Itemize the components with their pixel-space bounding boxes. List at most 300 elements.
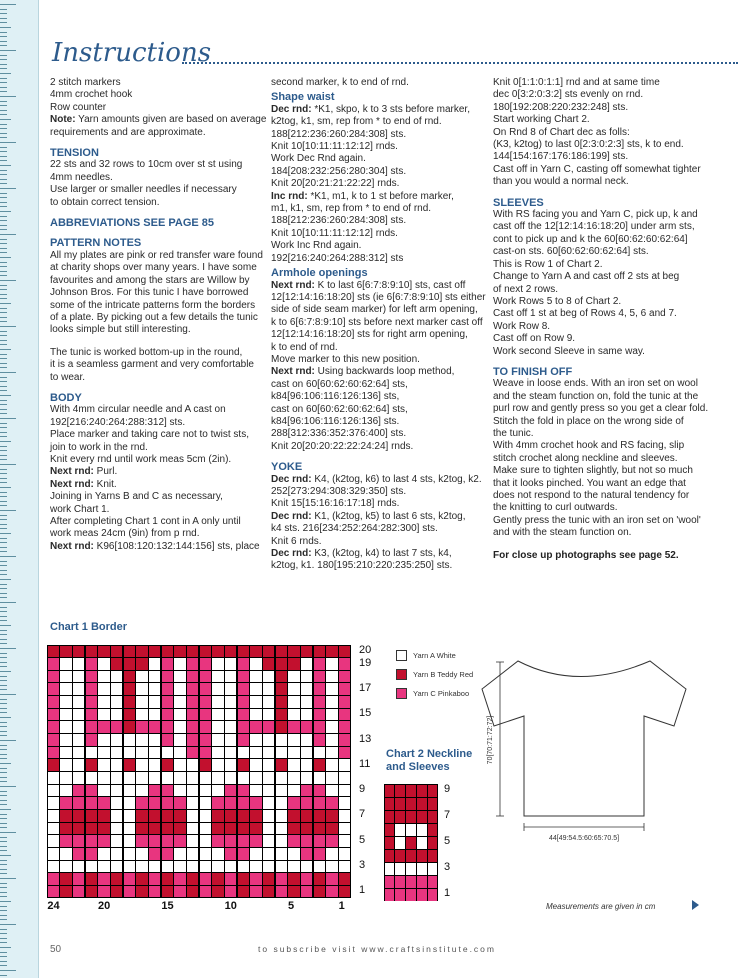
chart1-cell [98, 696, 110, 708]
chart1-cell [326, 709, 338, 721]
ruler-tick [0, 78, 7, 79]
chart1-cell [111, 646, 123, 658]
chart1-cell [212, 810, 224, 822]
chart1-cell [174, 709, 186, 721]
text-line: k to end of rnd. [271, 341, 338, 353]
chart1-cell [314, 823, 326, 835]
chart1-cell [174, 721, 186, 733]
chart1-cell [98, 747, 110, 759]
chart2-cell [395, 837, 405, 849]
text-line: 144[154:167:176:186:199] sts. [493, 151, 629, 163]
ruler-tick [0, 303, 11, 304]
chart1-cell [326, 658, 338, 670]
text-line: On Rnd 8 of Chart dec as folls: [493, 126, 630, 138]
ruler-tick [0, 165, 11, 166]
chart1-cell [187, 747, 199, 759]
ruler-tick [0, 961, 7, 962]
chart2-cell [395, 863, 405, 875]
chart1-cell [98, 886, 110, 898]
chart1-cell [136, 873, 148, 885]
chart1-cell [73, 709, 85, 721]
chart1-cell [212, 772, 224, 784]
ruler-tick [0, 101, 7, 102]
chart1-cell [250, 658, 262, 670]
ruler-tick [0, 685, 7, 686]
chart1-cell [225, 683, 237, 695]
chart1-cell [276, 671, 288, 683]
chart1-cell [276, 835, 288, 847]
chart2-title-line2: and Sleeves [386, 761, 450, 773]
chart2-cell [417, 785, 427, 797]
ruler-tick [0, 280, 16, 281]
ruler-tick [0, 565, 7, 566]
chart1-cell [73, 861, 85, 873]
ruler-tick [0, 216, 7, 217]
chart1-cell [263, 873, 275, 885]
text-line: 192[216:240:264:288:312] sts. [50, 416, 186, 428]
ruler-tick [0, 482, 7, 483]
chart1-cell [288, 646, 300, 658]
instruction-line [271, 548, 486, 560]
chart2-cell [406, 863, 416, 875]
ruler-tick [0, 27, 11, 28]
chart1-row-label: 5 [359, 833, 366, 846]
chart2-cell [406, 811, 416, 823]
text-line: join to work in the rnd. [50, 441, 148, 453]
chart1-cell [73, 785, 85, 797]
chart1-cell [326, 683, 338, 695]
chart1-cell [276, 709, 288, 721]
text-line: Gently press the tunic with an iron set on 'wool' [493, 514, 701, 526]
chart1-cell [124, 810, 136, 822]
chart1-cell [339, 658, 351, 670]
chart1-cell [162, 734, 174, 746]
chart1-cell [174, 823, 186, 835]
section-heading: BODY [50, 391, 82, 404]
chart1-cell [73, 886, 85, 898]
chart1-cell [98, 785, 110, 797]
chart2-cell [406, 824, 416, 836]
chart1-cell [212, 734, 224, 746]
ruler-tick [0, 873, 7, 874]
chart1-cell [124, 658, 136, 670]
chart1-cell [326, 823, 338, 835]
instruction-text: Using backwards loop method, [314, 366, 455, 378]
chart1-cell [48, 658, 60, 670]
chart1-cell [149, 696, 161, 708]
ruler-tick [0, 340, 7, 341]
instruction-text: Knit. [93, 478, 117, 490]
ruler-tick [0, 45, 7, 46]
chart1-cell [314, 646, 326, 658]
chart1-cell [314, 785, 326, 797]
instruction-text: Yarn amounts given are based on average [75, 114, 267, 126]
chart1-cell [250, 671, 262, 683]
chart1-cell [263, 696, 275, 708]
text-line: side of side seam marker) for left arm opening, [271, 304, 478, 316]
ruler-tick [0, 837, 7, 838]
ruler-tick [0, 975, 7, 976]
chart1-cell [263, 861, 275, 873]
chart1-cell [73, 797, 85, 809]
chart1-cell [288, 785, 300, 797]
chart1-cell [238, 835, 250, 847]
chart1-cell [174, 835, 186, 847]
chart1-cell [314, 873, 326, 885]
chart1-cell [288, 734, 300, 746]
ruler-tick [0, 446, 7, 447]
chart1-cell [149, 658, 161, 670]
chart1-cell [276, 696, 288, 708]
chart1-cell [149, 709, 161, 721]
tunic-schematic [478, 640, 688, 900]
ruler-tick [0, 400, 7, 401]
chart1-cell [238, 683, 250, 695]
chart1-cell [124, 861, 136, 873]
ruler-tick [0, 317, 7, 318]
ruler-tick [0, 584, 7, 585]
chart1-cell [314, 759, 326, 771]
text-line: 4mm needles. [50, 171, 113, 183]
chart1-cell [301, 823, 313, 835]
chart1-row-label: 15 [359, 707, 372, 720]
chart1-cell [314, 747, 326, 759]
chart1-cell [86, 810, 98, 822]
ruler-tick [0, 321, 7, 322]
chart1-cell [225, 734, 237, 746]
text-line: k2tog, k1. 180[195:210:220:235:250] sts. [271, 560, 453, 572]
chart1-cell [250, 886, 262, 898]
chart1-cell [212, 646, 224, 658]
ruler-tick [0, 804, 7, 805]
chart1-cell [86, 785, 98, 797]
ruler-tick [0, 666, 7, 667]
chart1-cell [250, 848, 262, 860]
ruler-tick [0, 832, 16, 833]
ruler-tick [0, 639, 7, 640]
ruler-tick [0, 643, 7, 644]
chart1-cell [288, 683, 300, 695]
chart1-cell [339, 835, 351, 847]
chart1-cell [162, 683, 174, 695]
chart1-cell [225, 835, 237, 847]
chart1-cell [124, 772, 136, 784]
chart1-cell [212, 696, 224, 708]
chart1-cell [339, 683, 351, 695]
ruler-tick [0, 671, 11, 672]
chart1-cell [124, 734, 136, 746]
chart1-cell [124, 721, 136, 733]
chart1-cell [98, 823, 110, 835]
chart1-cell [212, 683, 224, 695]
section-heading: PATTERN NOTES [50, 237, 142, 250]
text-line: cast on 60[60:62:60:62:64] sts, [271, 403, 408, 415]
chart1-cell [162, 721, 174, 733]
chart1-cell [250, 696, 262, 708]
text-line: Knit 10[10:11:11:12:12] rnds. [271, 227, 398, 239]
text-line: Knit 15[15:16:16:17:18] rnds. [271, 498, 400, 510]
chart1-cell [314, 835, 326, 847]
chart1-cell [48, 683, 60, 695]
ruler-tick [0, 308, 7, 309]
ruler-tick [0, 68, 7, 69]
chart1-cell [263, 671, 275, 683]
ruler-tick [0, 970, 16, 971]
ruler-tick [0, 331, 7, 332]
chart1-cell [111, 709, 123, 721]
chart1-cell [276, 810, 288, 822]
chart1-cell [250, 721, 262, 733]
chart2-cell [417, 811, 427, 823]
instruction-text: K to last 6[6:7:8:9:10] sts, cast off [314, 279, 466, 291]
ruler-tick [0, 110, 7, 111]
ruler-tick [0, 528, 7, 529]
section-heading: TENSION [50, 147, 99, 160]
instruction-keyword: Note: [50, 114, 76, 126]
ruler-tick [0, 878, 16, 879]
chart1-cell [124, 848, 136, 860]
chart1-cell [174, 658, 186, 670]
chart2-cell [428, 850, 438, 862]
chart1-cell [187, 658, 199, 670]
ruler-tick [0, 597, 7, 598]
chart1-cell [301, 696, 313, 708]
ruler-tick [0, 795, 7, 796]
ruler-tick [0, 542, 7, 543]
chart1-col-label: 5 [288, 900, 295, 912]
ruler-tick [0, 758, 7, 759]
text-line: favourites and among the stars are Willow by [50, 274, 250, 286]
chart1-cell [111, 671, 123, 683]
chart1-cell [200, 683, 212, 695]
ruler-tick [0, 266, 7, 267]
chart1-cell [250, 772, 262, 784]
chart1-col-label: 1 [338, 900, 345, 912]
chart1-cell [276, 747, 288, 759]
chart1-cell [48, 759, 60, 771]
ruler-tick [0, 864, 7, 865]
chart2-cell [428, 798, 438, 810]
text-line: 12[12:14:16:18:20] sts for right arm opening, [271, 329, 468, 341]
chart1-cell [136, 683, 148, 695]
chart1-cell [98, 709, 110, 721]
chart1-cell [326, 861, 338, 873]
text-line: Use larger or smaller needles if necessary [50, 184, 237, 196]
chart1-cell [48, 772, 60, 784]
chart1-cell [301, 683, 313, 695]
chart1-cell [200, 696, 212, 708]
chart1-cell [162, 848, 174, 860]
chart1-cell [48, 873, 60, 885]
chart2-cell [417, 876, 427, 888]
text-line: and the steam function on, fold the tunic at the [493, 390, 699, 402]
instruction-line [271, 104, 486, 116]
chart1-cell [238, 709, 250, 721]
column-2 [271, 77, 486, 573]
ruler-tick [0, 505, 7, 506]
chart1-cell [238, 646, 250, 658]
section-heading: TO FINISH OFF [493, 365, 573, 378]
ruler-tick [0, 41, 7, 42]
instruction-line [50, 114, 266, 126]
text-line: 12[12:14:16:18:20] sts (ie 6[6:7:8:9:10] sts either [271, 291, 486, 303]
chart1-cell [276, 861, 288, 873]
chart1-cell [60, 772, 72, 784]
chart1-cell [149, 797, 161, 809]
next-page-arrow-icon[interactable] [692, 900, 699, 910]
ruler-tick [0, 188, 16, 189]
chart1-cell [238, 721, 250, 733]
ruler-tick [0, 763, 11, 764]
section-heading: SLEEVES [493, 196, 544, 209]
ruler-tick [0, 147, 7, 148]
text-line: 180[192:208:220:232:248] sts. [493, 101, 629, 113]
chart1-cell [136, 848, 148, 860]
chart1-title: Chart 1 Border [50, 621, 128, 633]
text-line: This is Row 1 of Chart 2. [493, 258, 603, 270]
ruler-tick [0, 648, 16, 649]
chart1-cell [48, 734, 60, 746]
chart1-cell [288, 848, 300, 860]
chart1-cell [250, 823, 262, 835]
chart1-cell [60, 696, 72, 708]
chart1-cell [225, 861, 237, 873]
ruler-tick [0, 680, 7, 681]
chart1-cell [276, 658, 288, 670]
chart1-cell [174, 759, 186, 771]
chart1-cell [301, 759, 313, 771]
ruler-tick [0, 179, 7, 180]
chart2-cell [385, 876, 395, 888]
chart1-cell [238, 759, 250, 771]
ruler-tick [0, 372, 16, 373]
chart1-cell [174, 797, 186, 809]
instruction-keyword: Inc rnd: [271, 190, 308, 202]
text-line: Cast off 1 st at beg of Rows 4, 5, 6 and 7. [493, 308, 677, 320]
chart1-row-label: 13 [359, 732, 372, 745]
chart1-cell [86, 861, 98, 873]
text-line: dec 0[3:2:0:3:2] sts evenly on rnd. [493, 89, 644, 101]
chart1-cell [238, 797, 250, 809]
chart1-cell [238, 873, 250, 885]
text-line: of next 2 rows. [493, 283, 559, 295]
ruler-tick [0, 202, 7, 203]
ruler-tick [0, 869, 7, 870]
ruler-tick [0, 735, 7, 736]
ruler-tick [0, 676, 7, 677]
chart1-cell [86, 734, 98, 746]
text-line: All my plates are pink or red transfer ware found [50, 249, 263, 261]
chart1-cell [326, 646, 338, 658]
chart1-cell [98, 861, 110, 873]
instruction-keyword: Next rnd: [50, 540, 94, 552]
ruler-tick [0, 441, 11, 442]
column-1 [50, 77, 266, 553]
instruction-keyword: Dec rnd: [271, 510, 312, 522]
chart1-cell [111, 785, 123, 797]
text-line: Work second Sleeve in same way. [493, 345, 645, 357]
ruler-tick [0, 496, 7, 497]
chart1-cell [339, 797, 351, 809]
chart1-cell [174, 848, 186, 860]
chart2-cell [428, 824, 438, 836]
instruction-text: K1, (k2tog, k5) to last 6 sts, k2tog, [311, 510, 466, 522]
ruler-tick [0, 965, 7, 966]
text-line: Place marker and taking care not to twist sts, [50, 429, 249, 441]
ruler-tick [0, 892, 7, 893]
ruler-tick [0, 473, 7, 474]
ruler-tick [0, 901, 11, 902]
chart1-cell [111, 734, 123, 746]
ruler-tick [0, 588, 7, 589]
chart1-cell [98, 873, 110, 885]
chart1-cell [276, 721, 288, 733]
chart2-row-label: 7 [444, 809, 451, 821]
text-line: requirements and are approximate. [50, 126, 206, 138]
ruler-tick [0, 82, 7, 83]
chart1-cell [263, 823, 275, 835]
chart1-cell [124, 873, 136, 885]
chart1-cell [162, 658, 174, 670]
chart1-cell [276, 873, 288, 885]
paragraph-gap [493, 540, 708, 550]
chart1-cell [263, 848, 275, 860]
chart2-cell [428, 876, 438, 888]
chart2-cell [385, 811, 395, 823]
chart2-cell [417, 863, 427, 875]
chart1-cell [162, 646, 174, 658]
chart1-cell [187, 772, 199, 784]
chart1-cell [136, 721, 148, 733]
ruler-tick [0, 137, 7, 138]
text-line: and with the steam function on. [493, 527, 632, 539]
chart1-cell [301, 886, 313, 898]
title-divider [182, 62, 738, 64]
ruler-tick [0, 929, 7, 930]
chart1-cell [326, 886, 338, 898]
chart1-cell [200, 785, 212, 797]
instruction-text: *K1, skpo, k to 3 sts before marker, [311, 103, 470, 115]
text-line: With RS facing you and Yarn C, pick up, k and [493, 209, 698, 221]
chart1-cell [136, 734, 148, 746]
chart1-cell [200, 823, 212, 835]
chart1-cell [86, 823, 98, 835]
ruler-tick [0, 510, 16, 511]
chart2-cell [406, 798, 416, 810]
ruler-tick [0, 450, 7, 451]
paragraph-gap [50, 337, 266, 347]
text-line: Knit 6 rnds. [271, 535, 322, 547]
chart1-cell [187, 823, 199, 835]
instruction-keyword: Dec rnd: [271, 548, 312, 560]
ruler-tick [0, 436, 7, 437]
ruler-tick [0, 418, 16, 419]
text-line: Knit 0[1:1:0:1:1] rnd and at same time [493, 77, 660, 88]
chart1-cell [60, 683, 72, 695]
ruler-tick [0, 547, 7, 548]
chart1-cell [238, 848, 250, 860]
chart2-cell [385, 837, 395, 849]
ruler-tick [0, 814, 7, 815]
chart1-cell [200, 747, 212, 759]
chart1-cell [73, 835, 85, 847]
chart1-cell [301, 810, 313, 822]
chart1-cell [326, 873, 338, 885]
chart2-cell [417, 824, 427, 836]
chart1-cell [162, 823, 174, 835]
ruler-tick [0, 464, 16, 465]
chart2-cell [428, 785, 438, 797]
